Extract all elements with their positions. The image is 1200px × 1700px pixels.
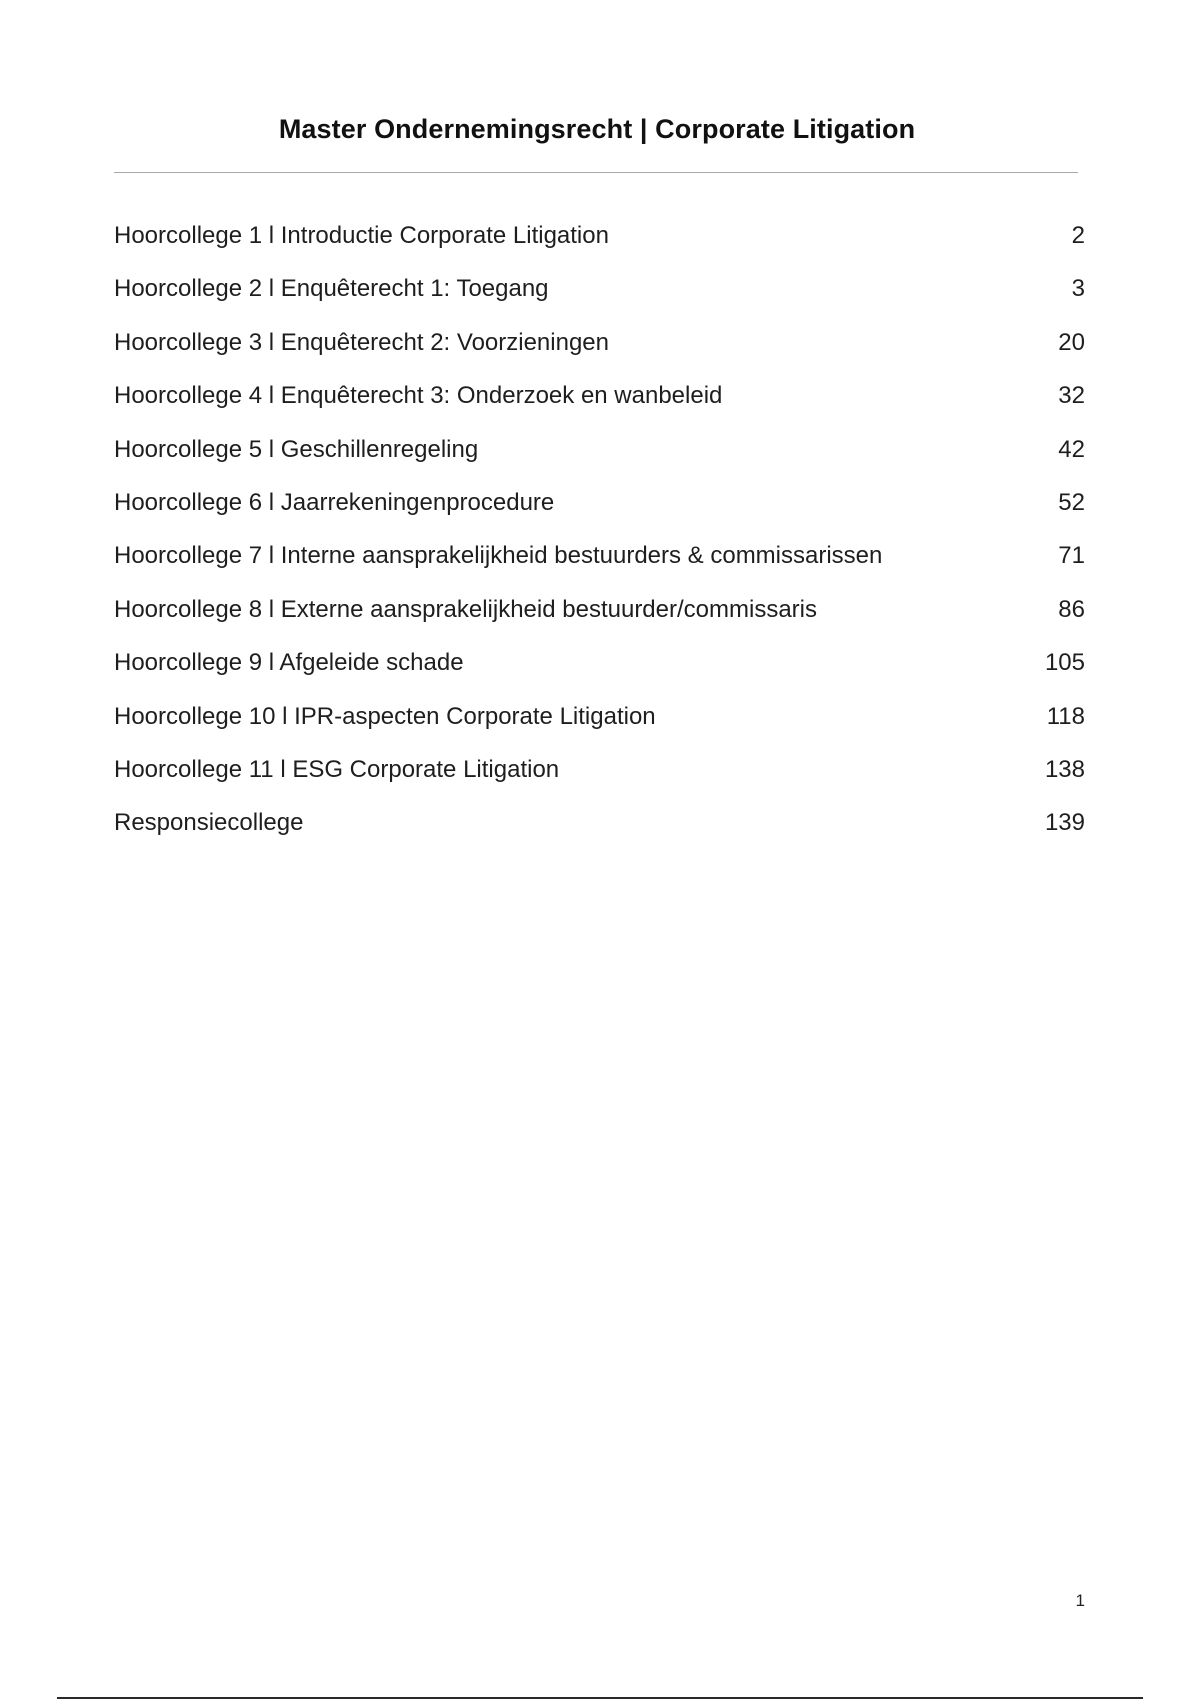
toc-entry-label: Hoorcollege 2 l Enquêterecht 1: Toegang [114, 275, 549, 303]
toc-entry-label: Hoorcollege 1 l Introductie Corporate Litigation [114, 222, 609, 249]
toc-entry[interactable] [114, 596, 1085, 649]
toc-entry-page-number: 139 [1044, 809, 1085, 837]
toc-entry[interactable] [114, 329, 1085, 382]
toc-entry-page-number: 118 [1046, 702, 1085, 730]
title-divider [114, 172, 1078, 173]
toc-entry-label: Hoorcollege 5 l Geschillenregeling [114, 435, 479, 463]
page-title: Master Ondernemingsrecht | Corporate Litigation [278, 114, 916, 144]
toc-entry-label: Hoorcollege 6 l Jaarrekeningenprocedure [114, 488, 555, 516]
toc-entry-label: Hoorcollege 4 l Enquêterecht 3: Onderzoek en wanbeleid [114, 382, 723, 410]
toc-entry[interactable] [114, 542, 1085, 595]
toc-entry-label: Hoorcollege 7 l Interne aansprakelijkheid bestuurders & commissarissen [114, 542, 883, 570]
toc-entry[interactable] [114, 756, 1085, 809]
toc-entry-page-number: 20 [1058, 328, 1085, 356]
toc-entry-label: Hoorcollege 8 l Externe aansprakelijkheid bestuurder/commissaris [114, 595, 817, 623]
toc-entry-page-number: 32 [1058, 382, 1085, 410]
toc-entry-label: Hoorcollege 10 l IPR-aspecten Corporate Litigation [114, 702, 656, 730]
toc-entry-page-number: 105 [1044, 649, 1085, 677]
toc-entry[interactable] [114, 703, 1085, 756]
toc-entry-label: Hoorcollege 9 l Afgeleide schade [114, 649, 464, 677]
toc-entry-label: Hoorcollege 11 l ESG Corporate Litigation [114, 755, 560, 783]
toc-entry[interactable] [114, 436, 1085, 489]
toc-entry-page-number: 71 [1058, 542, 1085, 570]
toc-entry[interactable] [114, 382, 1085, 435]
toc-entry-page-number: 3 [1071, 275, 1085, 303]
toc-entry[interactable] [114, 809, 1085, 862]
toc-entry-page-number: 86 [1058, 595, 1085, 623]
toc-entry[interactable] [114, 649, 1085, 702]
toc-entry-page-number: 138 [1044, 755, 1085, 783]
toc-entry[interactable] [114, 275, 1085, 328]
toc-entry[interactable] [114, 222, 1085, 275]
table-of-contents [114, 222, 1085, 863]
toc-entry[interactable] [114, 489, 1085, 542]
toc-entry-label: Responsiecollege [114, 809, 304, 837]
toc-entry-page-number: 52 [1058, 488, 1085, 516]
toc-entry-page-number: 2 [1071, 222, 1085, 249]
toc-entry-page-number: 42 [1058, 435, 1085, 463]
page-number: 1 [1075, 1591, 1085, 1610]
toc-entry-label: Hoorcollege 3 l Enquêterecht 2: Voorzieningen [114, 328, 609, 356]
footer-divider [57, 1697, 1143, 1699]
